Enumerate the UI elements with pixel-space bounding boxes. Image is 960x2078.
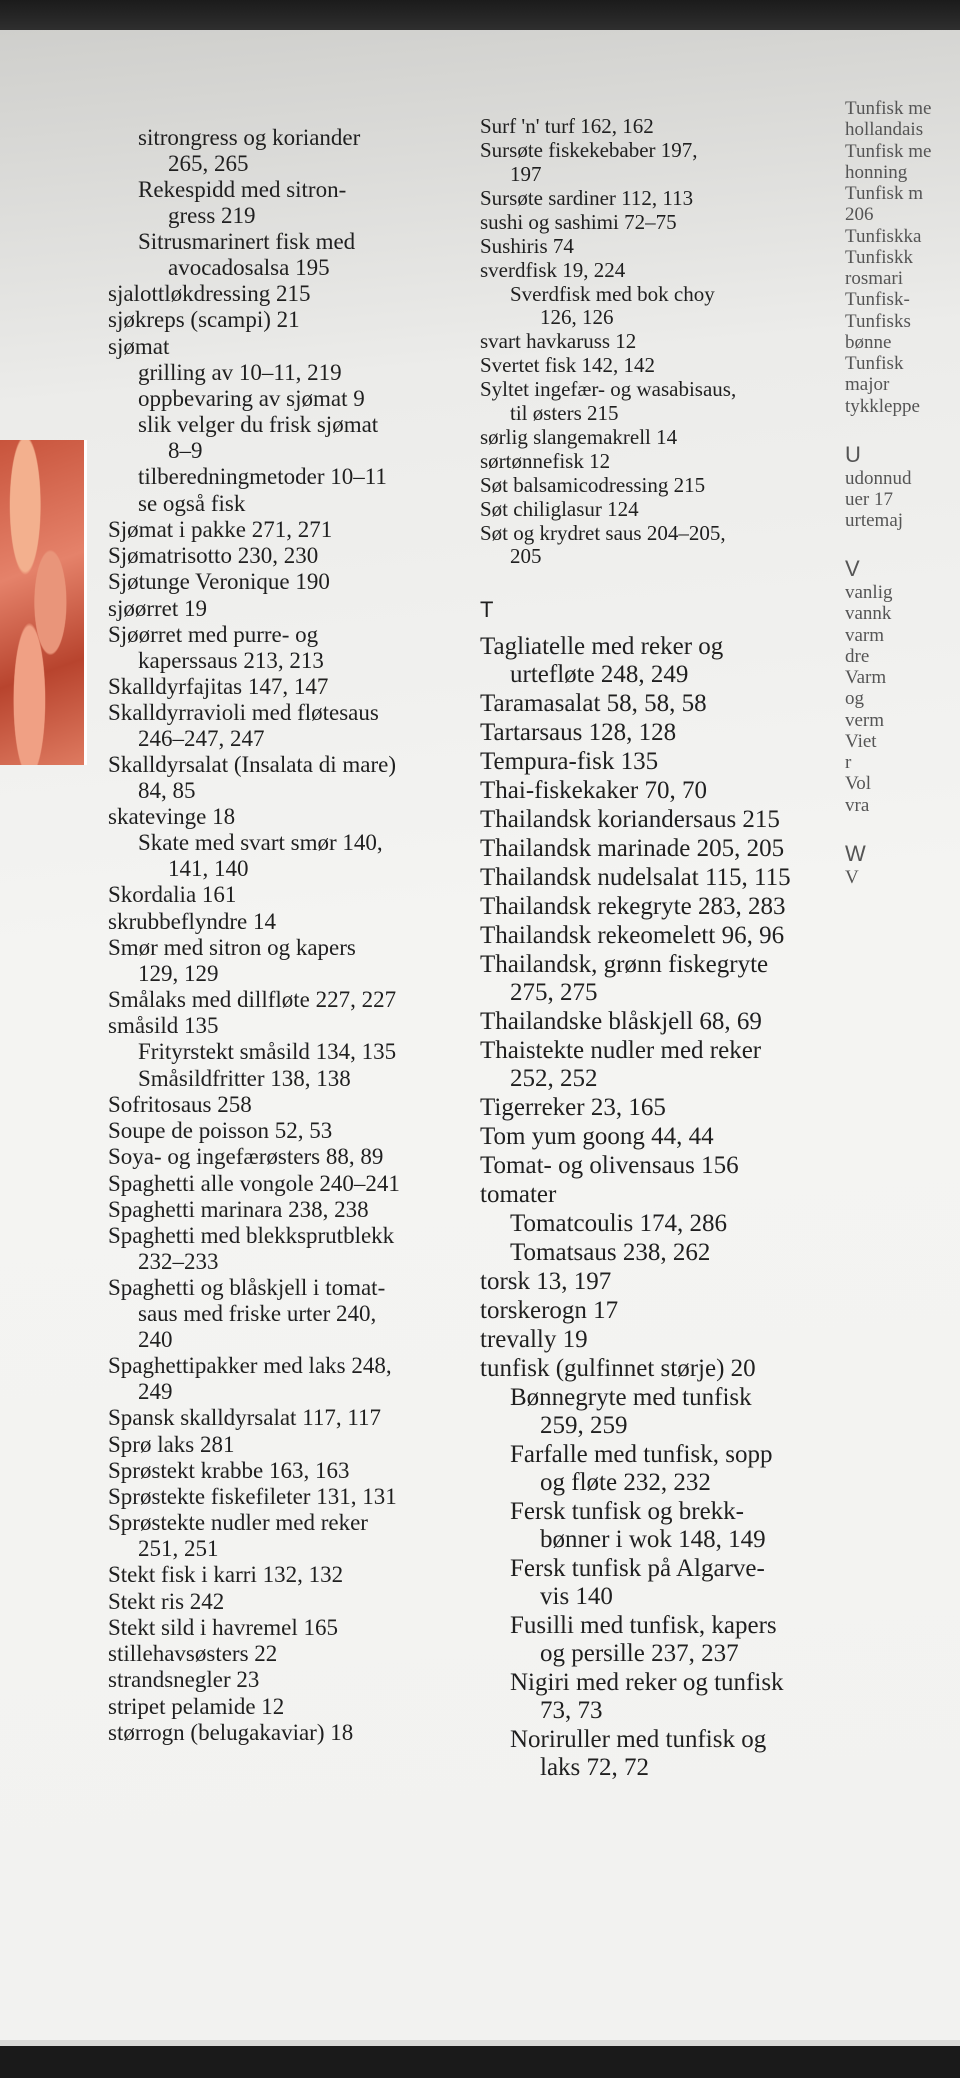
index-entry-text: Varm: [845, 667, 887, 689]
index-entry: [108, 1432, 488, 1458]
index-entry: [108, 1458, 488, 1484]
index-entry-text: Tunfisk m: [845, 183, 923, 205]
index-entry-continuation: 259, 259: [540, 1411, 628, 1439]
index-entry: [108, 1589, 488, 1615]
index-entry: [845, 374, 960, 395]
index-entry-text: sjøørret 19: [108, 595, 208, 621]
index-entry-text: Skate med svart smør 140,: [138, 830, 383, 856]
index-entry-continuation: 275, 275: [510, 978, 598, 1006]
index-entry-text: Spaghettipakker med laks 248,: [108, 1353, 392, 1379]
index-entry: [108, 1013, 488, 1039]
index-entry: [480, 1669, 950, 1725]
index-entry: [480, 1268, 950, 1296]
index-entry-continuation: 246–247, 247: [138, 725, 265, 751]
index-entry-text: Spaghetti og blåskjell i tomat-: [108, 1275, 386, 1300]
index-entry: [108, 1667, 488, 1693]
index-entry-text: V: [845, 866, 859, 888]
index-entry: [480, 1152, 950, 1180]
index-entry: [845, 396, 960, 417]
index-entry-text: Spaghetti alle vongole 240–241: [108, 1170, 400, 1196]
index-page: [0, 30, 960, 2040]
book-bottom-edge: [0, 2046, 960, 2078]
index-column-1: [108, 125, 488, 1746]
index-entry: [108, 1720, 488, 1746]
index-entry: [845, 582, 960, 603]
index-entry: [480, 922, 950, 950]
index-entry-text: strandsnegler 23: [108, 1667, 260, 1693]
index-entry: [108, 752, 488, 804]
index-entry: [845, 289, 960, 310]
index-entry: [108, 596, 488, 622]
index-entry-text: Vol: [845, 773, 872, 795]
index-entry-text: Soya- og ingefærøsters 88, 89: [108, 1144, 384, 1170]
section-letter-t: T: [480, 596, 494, 622]
index-entry: [480, 951, 950, 1007]
index-entry-text: størrogn (belugakaviar) 18: [108, 1719, 354, 1745]
index-entry-text: oppbevaring av sjømat 9: [138, 386, 365, 411]
index-entry-text: Sjøørret med purre- og: [108, 621, 319, 647]
index-entry: [845, 247, 960, 268]
index-entry-text: Skalldyrfajitas 147, 147: [108, 673, 329, 699]
index-entry-text: Søt chiliglasur 124: [480, 496, 639, 521]
index-entry: [480, 1094, 950, 1122]
index-entry: [108, 1484, 488, 1510]
index-entry: [108, 1223, 488, 1275]
index-entry: [108, 360, 488, 386]
index-entry-text: Sjømatrisotto 230, 230: [108, 543, 319, 568]
index-entry-text: Spansk skalldyrsalat 117, 117: [108, 1405, 381, 1431]
index-entry-continuation: 8–9: [168, 438, 203, 463]
index-entry-text: Tunfisk-: [845, 289, 910, 311]
index-entry: [108, 1405, 488, 1431]
index-entry-text: stillehavsøsters 22: [108, 1641, 278, 1666]
index-entry-text: Spaghetti med blekksprutblekk: [108, 1223, 395, 1248]
index-column-3-cropped: [845, 98, 960, 888]
index-entry-text: stripet pelamide 12: [108, 1693, 285, 1719]
index-entry: [845, 226, 960, 247]
index-entry: [108, 569, 488, 595]
index-entry: [480, 1123, 950, 1151]
index-entry: [845, 667, 960, 688]
index-entry-text: Tagliatelle med reker og: [480, 632, 724, 660]
index-entry: [108, 830, 488, 882]
index-entry-text: småsild 135: [108, 1013, 219, 1038]
index-entry: [480, 1181, 950, 1209]
index-entry-text: Tomat- og olivensaus 156: [480, 1151, 739, 1179]
index-entry-continuation: 251, 251: [138, 1536, 219, 1561]
index-entry-text: Skalldyrsalat (Insalata di mare): [108, 752, 397, 777]
index-entry: [480, 893, 950, 921]
index-entry: [108, 125, 488, 177]
index-entry: [108, 1066, 488, 1092]
index-entry: [845, 119, 960, 140]
index-entry-text: Tomatcoulis 174, 286: [510, 1209, 727, 1237]
index-entry-text: Thailandsk rekegryte 283, 283: [480, 892, 786, 920]
index-entry-text: uer 17: [845, 488, 894, 510]
index-entry: [845, 468, 960, 489]
index-entry-text: Thailandske blåskjell 68, 69: [480, 1007, 762, 1035]
index-entry-text: sørtønnefisk 12: [480, 448, 611, 473]
index-entry-text: Tartarsaus 128, 128: [480, 718, 677, 746]
index-entry-text: Sprøstekt krabbe 163, 163: [108, 1457, 350, 1483]
index-entry: [845, 646, 960, 667]
index-entry-continuation: urtefløte 248, 249: [510, 660, 689, 688]
index-entry: [480, 1297, 950, 1325]
index-entry-continuation: saus med friske urter 240,: [138, 1300, 377, 1326]
index-entry-text: bønne: [845, 331, 892, 353]
index-entry-text: Tunfisk: [845, 353, 904, 375]
index-entry-text: Søt balsamicodressing 215: [480, 472, 706, 497]
index-entry: [480, 1326, 950, 1354]
index-entry: [108, 1039, 488, 1065]
index-entry-text: Sushiris 74: [480, 233, 574, 258]
index-entry: [480, 1384, 950, 1440]
index-entry-text: og: [845, 688, 864, 710]
index-entry-text: udonnud: [845, 467, 912, 489]
index-entry-continuation: 205: [510, 544, 542, 569]
index-entry-continuation: bønner i wok 148, 149: [540, 1525, 766, 1553]
index-entry: [108, 412, 488, 464]
index-entry: [108, 177, 488, 229]
index-entry-text: Thailandsk, grønn fiskegryte: [480, 950, 769, 978]
index-entry-text: Sursøte sardiner 112, 113: [480, 185, 694, 210]
index-entry-text: Tom yum goong 44, 44: [480, 1122, 714, 1150]
index-entry: [845, 688, 960, 709]
index-entry-text: Syltet ingefær- og wasabisaus,: [480, 377, 737, 402]
index-entry: [845, 332, 960, 353]
index-entry-text: Nigiri med reker og tunfisk: [510, 1668, 784, 1696]
index-entry-text: Stekt sild i havremel 165: [108, 1614, 338, 1640]
index-entry: [108, 334, 488, 360]
index-entry-text: vanlig: [845, 582, 893, 604]
index-entry-text: Surf 'n' turf 162, 162: [480, 114, 654, 138]
index-entry-text: Thaistekte nudler med reker: [480, 1036, 762, 1064]
index-entry: [845, 773, 960, 794]
index-entry-text: trevally 19: [480, 1325, 588, 1353]
index-entry-text: skatevinge 18: [108, 804, 236, 829]
index-entry: [108, 281, 488, 307]
fish-photo: [0, 440, 87, 765]
index-entry-text: Tunfisk me: [845, 140, 932, 162]
index-entry-text: tykkleppe: [845, 395, 920, 417]
index-entry: [480, 1726, 950, 1782]
index-entry: [108, 1641, 488, 1667]
index-entry: [845, 489, 960, 510]
index-entry-text: 206: [845, 204, 874, 226]
index-entry-text: honning: [845, 161, 908, 183]
index-entry-text: r: [845, 752, 852, 774]
index-entry: [108, 229, 488, 281]
index-entry-continuation: kaperssaus 213, 213: [138, 647, 324, 673]
index-entry-text: Sofritosaus 258: [108, 1091, 252, 1117]
index-entry: [845, 603, 960, 624]
index-entry-text: tunfisk (gulfinnet størje) 20: [480, 1354, 756, 1382]
index-entry-continuation: og persille 237, 237: [540, 1639, 739, 1667]
index-entry: [845, 867, 960, 888]
index-entry: [480, 1210, 950, 1238]
index-entry: [108, 804, 488, 830]
index-entry: [108, 700, 488, 752]
index-entry: [845, 204, 960, 225]
index-entry: [108, 517, 488, 543]
index-entry: [845, 557, 960, 582]
index-entry-text: Sprøstekte fiskefileter 131, 131: [108, 1484, 397, 1509]
index-entry: [845, 311, 960, 332]
index-entry-text: sushi og sashimi 72–75: [480, 209, 677, 234]
index-entry: [108, 1171, 488, 1197]
index-entry-text: tomater: [480, 1180, 557, 1208]
index-entry: [480, 1555, 950, 1611]
index-entry: [108, 1092, 488, 1118]
index-entry-text: Tigerreker 23, 165: [480, 1093, 666, 1121]
index-entry-text: torsk 13, 197: [480, 1267, 612, 1295]
index-entry: [480, 1441, 950, 1497]
index-entry: [108, 1327, 488, 1353]
index-entry: [480, 1239, 950, 1267]
index-entry-continuation: til østers 215: [510, 400, 619, 425]
index-entry: [108, 987, 488, 1013]
index-entry: [845, 268, 960, 289]
index-entry: [108, 1197, 488, 1223]
index-entry-continuation: 84, 85: [138, 777, 196, 803]
index-entry-text: sjømat: [108, 333, 170, 359]
index-entry-text: vra: [845, 794, 870, 816]
index-entry: [108, 1615, 488, 1641]
index-entry-text: Fersk tunfisk og brekk-: [510, 1497, 744, 1525]
index-entry-text: Tomatsaus 238, 262: [510, 1238, 711, 1266]
index-entry-continuation: 252, 252: [510, 1064, 598, 1092]
index-entry: [845, 183, 960, 204]
index-entry-text: Thailandsk koriandersaus 215: [480, 805, 780, 833]
index-entry: [845, 353, 960, 374]
index-entry: [845, 710, 960, 731]
index-entry-text: se også fisk: [138, 490, 246, 516]
index-entry-text: verm: [845, 709, 885, 731]
index-entry-text: Spaghetti marinara 238, 238: [108, 1196, 369, 1222]
index-entry: [108, 1118, 488, 1144]
index-entry-continuation: og fløte 232, 232: [540, 1468, 711, 1496]
index-entry: [845, 141, 960, 162]
index-entry: [108, 307, 488, 333]
index-entry: [480, 1037, 950, 1093]
index-entry-text: rosmari: [845, 268, 904, 290]
index-entry-text: sverdfisk 19, 224: [480, 257, 626, 282]
index-entry-text: urtemaj: [845, 510, 904, 532]
index-entry-text: sjalottløkdressing 215: [108, 281, 311, 306]
index-entry-continuation: vis 140: [540, 1582, 613, 1610]
index-entry-text: sitrongress og koriander: [138, 125, 361, 150]
index-entry-continuation: 232–233: [138, 1248, 219, 1274]
index-entry: [108, 674, 488, 700]
index-entry-text: Frityrstekt småsild 134, 135: [138, 1039, 397, 1065]
index-entry-text: Tunfiskk: [845, 246, 913, 268]
index-entry: [108, 464, 488, 490]
index-entry-text: Sjøtunge Veronique 190: [108, 569, 330, 595]
index-entry-text: sjøkreps (scampi) 21: [108, 307, 300, 333]
index-entry-text: skrubbeflyndre 14: [108, 908, 276, 934]
index-entry-text: Farfalle med tunfisk, sopp: [510, 1440, 773, 1468]
index-entry: [108, 386, 488, 412]
index-entry-text: Rekespidd med sitron-: [138, 177, 347, 202]
index-entry-text: major: [845, 374, 890, 396]
index-entry-text: Viet: [845, 730, 877, 752]
index-entry-text: Fusilli med tunfisk, kapers: [510, 1611, 777, 1639]
index-entry-continuation: avocadosalsa 195: [168, 254, 330, 280]
index-entry-text: Småsildfritter 138, 138: [138, 1065, 351, 1091]
index-entry-text: Sitrusmarinert fisk med: [138, 229, 356, 254]
index-entry-continuation: 197: [510, 161, 542, 186]
index-entry-text: sørlig slangemakrell 14: [480, 424, 678, 449]
index-entry-text: Tempura-fisk 135: [480, 747, 659, 775]
index-entry-text: Skalldyrravioli med fløtesaus: [108, 700, 379, 725]
index-entry-text: Sprø laks 281: [108, 1431, 235, 1457]
index-entry-continuation: laks 72, 72: [540, 1753, 650, 1781]
index-entry-continuation: gress 219: [168, 202, 256, 228]
index-entry-text: varm: [845, 624, 885, 646]
index-entry: [845, 795, 960, 816]
index-entry: [108, 1144, 488, 1170]
index-entry-text: 240: [138, 1327, 173, 1352]
index-entry-text: Sverdfisk med bok choy: [510, 281, 715, 306]
index-entry: [108, 543, 488, 569]
index-entry-text: Stekt fisk i karri 132, 132: [108, 1562, 344, 1588]
index-entry-text: V: [845, 556, 860, 582]
index-entry: [845, 752, 960, 773]
index-entry-text: Skordalia 161: [108, 882, 237, 908]
index-entry-text: Søt og krydret saus 204–205,: [480, 520, 726, 545]
index-entry: [480, 1008, 950, 1036]
index-entry-continuation: 126, 126: [540, 305, 614, 330]
index-entry-text: tilberedningmetoder 10–11: [138, 464, 387, 490]
index-entry-text: Sprøstekte nudler med reker: [108, 1510, 368, 1536]
index-entry: [845, 98, 960, 119]
index-entry-text: Thailandsk rekeomelett 96, 96: [480, 921, 785, 949]
index-entry: [108, 935, 488, 987]
index-entry-text: vannk: [845, 603, 892, 625]
index-entry: [845, 162, 960, 183]
index-entry-text: Tunfiskka: [845, 225, 922, 247]
index-entry-text: torskerogn 17: [480, 1296, 619, 1324]
index-entry: [108, 1694, 488, 1720]
index-entry-continuation: 249: [138, 1379, 173, 1404]
index-entry-continuation: 129, 129: [138, 960, 219, 986]
index-entry-text: Fersk tunfisk på Algarve-: [510, 1554, 765, 1582]
index-entry-text: W: [845, 840, 866, 866]
index-entry: [845, 842, 960, 867]
index-entry-continuation: 265, 265: [168, 150, 249, 176]
index-entry: [845, 510, 960, 531]
index-entry: [845, 625, 960, 646]
index-entry-continuation: 73, 73: [540, 1696, 603, 1724]
index-entry-text: Stekt ris 242: [108, 1588, 225, 1614]
index-entry-continuation: 141, 140: [168, 856, 249, 881]
index-entry-text: Noriruller med tunfisk og: [510, 1725, 767, 1753]
index-entry-text: Taramasalat 58, 58, 58: [480, 689, 707, 717]
index-entry: [845, 443, 960, 468]
index-entry-text: hollandais: [845, 119, 924, 141]
index-entry: [108, 1353, 488, 1405]
index-entry-text: Smålaks med dillfløte 227, 227: [108, 986, 397, 1012]
index-entry-text: grilling av 10–11, 219: [138, 359, 342, 385]
index-entry: [480, 1498, 950, 1554]
index-entry: [108, 882, 488, 908]
index-entry-text: slik velger du frisk sjømat: [138, 412, 379, 438]
index-entry-text: Thai-fiskekaker 70, 70: [480, 776, 708, 804]
index-entry: [108, 1275, 488, 1327]
index-entry: [108, 1562, 488, 1588]
index-entry-text: Svertet fisk 142, 142: [480, 353, 655, 378]
index-entry: [108, 1510, 488, 1562]
index-entry: [108, 622, 488, 674]
index-entry: [108, 491, 488, 517]
index-entry-text: Sursøte fiskekebaber 197,: [480, 138, 698, 163]
index-entry: [845, 731, 960, 752]
index-entry-text: svart havkaruss 12: [480, 329, 637, 354]
index-entry-text: Thailandsk nudelsalat 115, 115: [480, 863, 791, 891]
index-entry-text: Tunfisk me: [845, 98, 932, 119]
index-entry: [480, 1355, 950, 1383]
index-entry-text: U: [845, 441, 861, 467]
index-entry-text: Tunfisks: [845, 310, 911, 332]
index-entry-text: Soupe de poisson 52, 53: [108, 1118, 333, 1143]
index-entry-text: Bønnegryte med tunfisk: [510, 1383, 752, 1411]
index-entry-text: Thailandsk marinade 205, 205: [480, 834, 785, 862]
index-entry: [480, 1612, 950, 1668]
index-entry-text: Smør med sitron og kapers: [108, 934, 356, 960]
index-entry-text: Sjømat i pakke 271, 271: [108, 516, 333, 542]
index-entry-text: dre: [845, 645, 870, 667]
index-entry: [108, 909, 488, 935]
